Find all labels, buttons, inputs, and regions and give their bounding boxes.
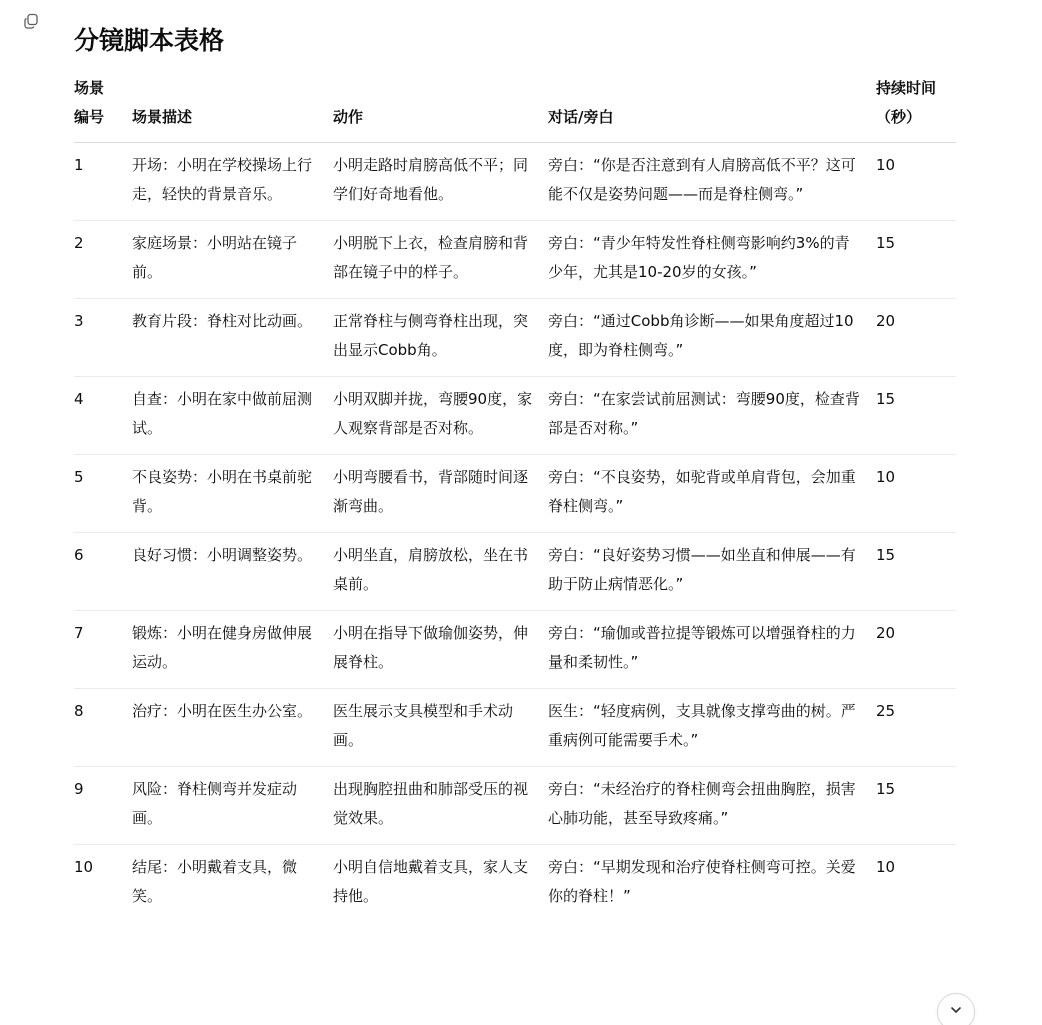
table-row bbox=[74, 221, 956, 299]
table-row bbox=[74, 377, 956, 455]
scroll-to-bottom-button[interactable] bbox=[937, 993, 975, 1025]
cell-action: 小明双脚并拢，弯腰90度，家人观察背部是否对称。 bbox=[333, 377, 548, 455]
cell-duration: 20 bbox=[876, 611, 956, 689]
cell-scene-no: 2 bbox=[74, 221, 132, 299]
cell-action: 出现胸腔扭曲和肺部受压的视觉效果。 bbox=[333, 767, 548, 845]
cell-scene-no: 9 bbox=[74, 767, 132, 845]
cell-action: 小明走路时肩膀高低不平；同学们好奇地看他。 bbox=[333, 143, 548, 221]
table-row bbox=[74, 845, 956, 923]
cell-dialogue: 旁白：“良好姿势习惯——如坐直和伸展——有助于防止病情恶化。” bbox=[548, 533, 876, 611]
cell-scene-no: 1 bbox=[74, 143, 132, 221]
table-row bbox=[74, 455, 956, 533]
storyboard-table bbox=[74, 72, 956, 922]
cell-description: 教育片段：脊柱对比动画。 bbox=[132, 299, 333, 377]
cell-description: 开场：小明在学校操场上行走，轻快的背景音乐。 bbox=[132, 143, 333, 221]
table-row bbox=[74, 611, 956, 689]
page-title: 分镜脚本表格 bbox=[74, 26, 225, 55]
cell-description: 自查：小明在家中做前屈测试。 bbox=[132, 377, 333, 455]
cell-scene-no: 10 bbox=[74, 858, 94, 876]
cell-dialogue: 旁白：“通过Cobb角诊断——如果角度超过10度，即为脊柱侧弯。” bbox=[548, 299, 876, 377]
table-row bbox=[74, 299, 956, 377]
chevron-down-icon bbox=[948, 1002, 964, 1022]
header-dialogue: 对话/旁白 bbox=[548, 72, 876, 143]
cell-dialogue: 旁白：“不良姿势，如驼背或单肩背包，会加重脊柱侧弯。” bbox=[548, 455, 876, 533]
cell-duration: 10 bbox=[876, 455, 956, 533]
cell-scene-no: 8 bbox=[74, 689, 132, 767]
cell-scene-no: 7 bbox=[74, 611, 132, 689]
cell-dialogue: 旁白：“瑜伽或普拉提等锻炼可以增强脊柱的力量和柔韧性。” bbox=[548, 611, 876, 689]
cell-action: 小明弯腰看书，背部随时间逐渐弯曲。 bbox=[333, 455, 548, 533]
cell-dialogue: 旁白：“未经治疗的脊柱侧弯会扭曲胸腔，损害心肺功能，甚至导致疼痛。” bbox=[548, 767, 876, 845]
header-scene-no: 场景编号 bbox=[74, 72, 132, 143]
header-description: 场景描述 bbox=[132, 72, 333, 143]
cell-scene-no: 5 bbox=[74, 455, 132, 533]
cell-scene-no: 3 bbox=[74, 299, 132, 377]
cell-duration: 10 bbox=[876, 143, 956, 221]
cell-dialogue: 旁白：“你是否注意到有人肩膀高低不平？这可能不仅是姿势问题——而是脊柱侧弯。” bbox=[548, 143, 876, 221]
cell-scene-no: 6 bbox=[74, 533, 132, 611]
cell-action: 正常脊柱与侧弯脊柱出现，突出显示Cobb角。 bbox=[333, 299, 548, 377]
cell-duration: 15 bbox=[876, 767, 956, 845]
cell-duration: 25 bbox=[876, 689, 956, 767]
table-header-row bbox=[74, 72, 956, 143]
cell-duration: 15 bbox=[876, 221, 956, 299]
cell-scene-no: 4 bbox=[74, 377, 132, 455]
cell-action: 医生展示支具模型和手术动画。 bbox=[333, 689, 548, 767]
cell-action: 小明自信地戴着支具，家人支持他。 bbox=[333, 858, 529, 905]
cell-dialogue: 医生：“轻度病例，支具就像支撑弯曲的树。严重病例可能需要手术。” bbox=[548, 689, 876, 767]
cell-dialogue: 旁白：“青少年特发性脊柱侧弯影响约3%的青少年，尤其是10-20岁的女孩。” bbox=[548, 221, 876, 299]
cell-description: 家庭场景：小明站在镜子前。 bbox=[132, 221, 333, 299]
table-row bbox=[74, 533, 956, 611]
cell-description: 风险：脊柱侧弯并发症动画。 bbox=[132, 767, 333, 845]
table-row bbox=[74, 689, 956, 767]
cell-description: 不良姿势：小明在书桌前驼背。 bbox=[132, 455, 333, 533]
cell-description: 良好习惯：小明调整姿势。 bbox=[132, 533, 333, 611]
cell-dialogue: 旁白：“早期发现和治疗使脊柱侧弯可控。关爱你的脊柱！” bbox=[548, 858, 856, 905]
cell-duration: 15 bbox=[876, 533, 956, 611]
cell-description: 结尾：小明戴着支具，微笑。 bbox=[132, 858, 298, 905]
cell-action: 小明在指导下做瑜伽姿势，伸展脊柱。 bbox=[333, 611, 548, 689]
cell-action: 小明脱下上衣，检查肩膀和背部在镜子中的样子。 bbox=[333, 221, 548, 299]
table-row bbox=[74, 143, 956, 221]
header-duration: 持续时间（秒） bbox=[876, 72, 956, 143]
cell-action: 小明坐直，肩膀放松，坐在书桌前。 bbox=[333, 533, 548, 611]
copy-icon[interactable] bbox=[20, 10, 42, 32]
table-row bbox=[74, 767, 956, 845]
header-action: 动作 bbox=[333, 72, 548, 143]
cell-description: 治疗：小明在医生办公室。 bbox=[132, 689, 333, 767]
cell-duration: 15 bbox=[876, 377, 956, 455]
cell-duration: 10 bbox=[876, 858, 896, 876]
cell-duration: 20 bbox=[876, 299, 956, 377]
cell-description: 锻炼：小明在健身房做伸展运动。 bbox=[132, 611, 333, 689]
cell-dialogue: 旁白：“在家尝试前屈测试：弯腰90度，检查背部是否对称。” bbox=[548, 377, 876, 455]
